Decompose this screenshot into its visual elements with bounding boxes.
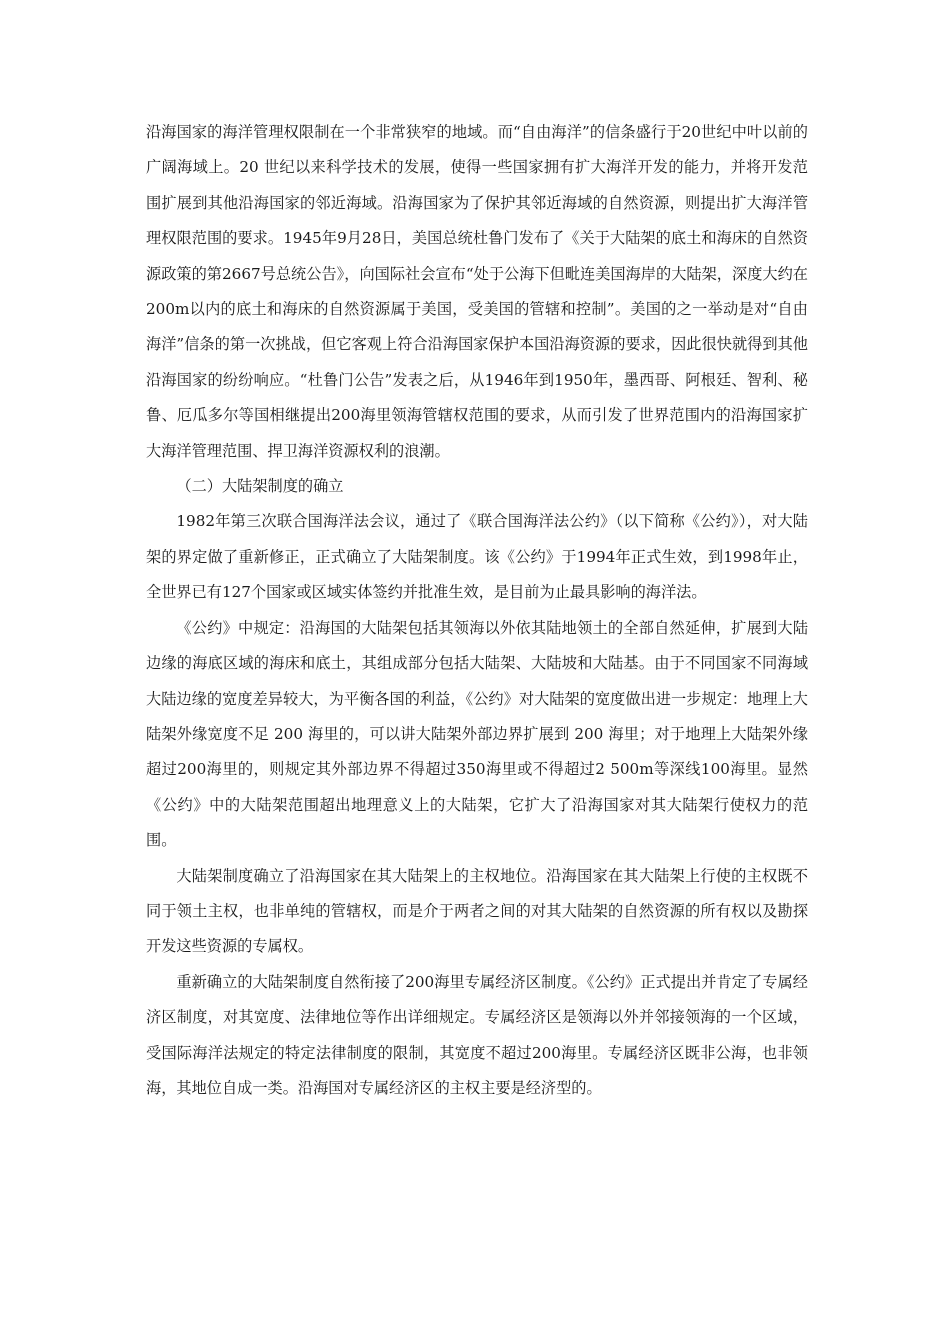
section-heading: （二）大陆架制度的确立 — [176, 477, 344, 496]
paragraph-eez: 重新确立的大陆架制度自然衔接了200海里专属经济区制度。《公约》正式提出并肯定了专属经济区制度，对其宽度、法律地位等作出详细规定。专属经济区是领海以外并邻接领海的一个区域，受国际海洋法规定的特定法律制度的限制，其宽度不超过200海里。专属经济区既非公海，也非领海，其地位自成一类。沿海国对专属经济区的主权主要是经济型的。 — [146, 972, 808, 1097]
paragraph-sovereignty: 大陆架制度确立了沿海国家在其大陆架上的主权地位。沿海国家在其大陆架上行使的主权既不同于领土主权，也非单纯的管辖权，而是介于两者之间的对其大陆架的自然资源的所有权以及勘探开发这些资源的专属权。 — [146, 866, 808, 956]
paragraph-convention-adoption: 1982年第三次联合国海洋法会议，通过了《联合国海洋法公约》（以下简称《公约》），对大陆架的界定做了重新修正，正式确立了大陆架制度。该《公约》于1994年正式生效，到1998年止，全世界已有127个国家或区域实体签约并批准生效，是目前为止最具影响的海洋法。 — [146, 512, 808, 602]
paragraph-continuation: 沿海国家的海洋管理权限制在一个非常狭窄的地域。而“自由海洋”的信条盛行于20世纪中叶以前的广阔海域上。20 世纪以来科学技术的发展，使得一些国家拥有扩大海洋开发的能力，并将开发范围扩展到其他沿海国家的邻近海域。沿海国家为了保护其邻近海域的自然资源，则提出扩大海洋管理权限范围的要求。1945年9月28日，美国总统杜鲁门发布了《关于大陆架的底土和海床的自然资源政策的第2667号总统公告》，向国际社会宣布“处于公海下但毗连美国海岸的大陆架，深度大约在200m以内的底土和海床的自然资源属于美国，受美国的管辖和控制”。美国的之一举动是对“自由海洋”信条的第一次挑战，但它客观上符合沿海国家保护本国沿海资源的要求，因此很快就得到其他沿海国家的纷纷响应。“杜鲁门公告”发表之后，从1946年到1950年，墨西哥、阿根廷、智利、秘鲁、厄瓜多尔等国相继提出200海里领海管辖权范围的要求，从而引发了世界范围内的沿海国家扩大海洋管理范围、捍卫海洋资源权利的浪潮。 — [146, 123, 808, 460]
document-body — [146, 115, 808, 1106]
paragraph-convention-provisions: 《公约》中规定：沿海国的大陆架包括其领海以外依其陆地领土的全部自然延伸，扩展到大陆边缘的海底区域的海床和底土，其组成部分包括大陆架、大陆坡和大陆基。由于不同国家不同海域大陆边缘的宽度差异较大，为平衡各国的利益，《公约》对大陆架的宽度做出进一步规定：地理上大陆架外缘宽度不足 200 海里的，可以讲大陆架外部边界扩展到 200 海里；对于地理上大陆架外缘超过200海里的，则规定其外部边界不得超过350海里或不得超过2 500m等深线100海里。显然《公约》中的大陆架范围超出地理意义上的大陆架，它扩大了沿海国家对其大陆架行使权力的范围。 — [146, 618, 808, 850]
